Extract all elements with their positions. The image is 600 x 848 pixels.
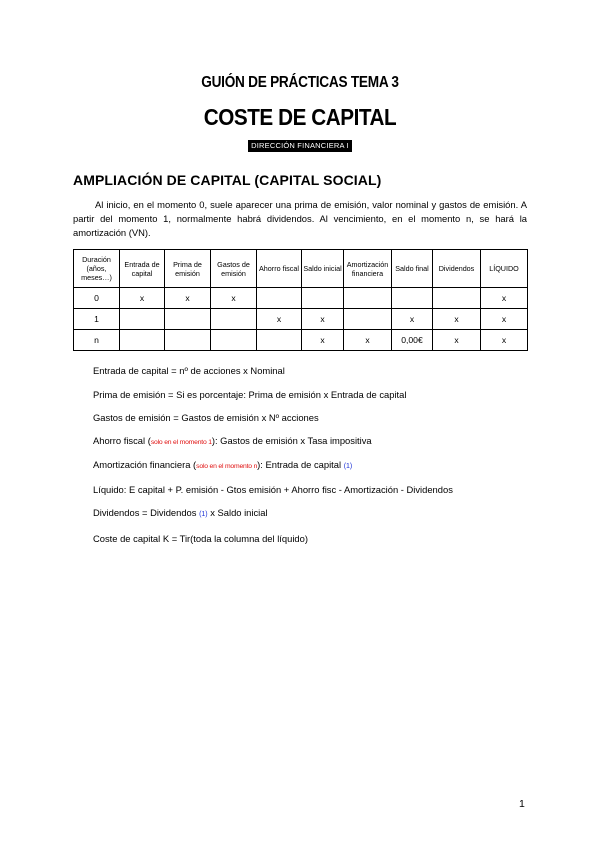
table-cell: n bbox=[74, 330, 120, 351]
table-row bbox=[74, 330, 528, 351]
table-cell bbox=[257, 288, 302, 309]
table-cell bbox=[344, 288, 392, 309]
table-cell: x bbox=[481, 330, 528, 351]
table-header-cell: Duración (años, meses…) bbox=[74, 250, 120, 288]
table-cell: 1 bbox=[74, 309, 120, 330]
reference-marker: (1) bbox=[199, 511, 208, 518]
table-cell: 0,00€ bbox=[392, 330, 433, 351]
formula-prima-emision: Prima de emisión = Si es porcentaje: Prima de emisión x Entrada de capital bbox=[93, 389, 407, 400]
document-subtitle: GUIÓN DE PRÁCTICAS TEMA 3 bbox=[201, 74, 399, 91]
formula-ahorro-fiscal: Ahorro fiscal (solo en el momento 1): Gastos de emisión x Tasa impositiva bbox=[93, 435, 372, 446]
table-cell: x bbox=[433, 330, 481, 351]
table-cell bbox=[302, 288, 344, 309]
document-title: COSTE DE CAPITAL bbox=[203, 104, 397, 130]
table-header-cell: LÍQUIDO bbox=[481, 250, 528, 288]
table-cell: x bbox=[433, 309, 481, 330]
table-header-cell: Entrada de capital bbox=[120, 250, 165, 288]
table-cell: x bbox=[257, 309, 302, 330]
note-momento-1: solo en el momento 1 bbox=[150, 439, 212, 446]
formula-dividendos: Dividendos = Dividendos (1) x Saldo inicial bbox=[93, 507, 268, 518]
table-cell: x bbox=[302, 309, 344, 330]
table-row bbox=[74, 309, 528, 330]
formula-liquido: Líquido: E capital + P. emisión - Gtos emisión + Ahorro fisc - Amortización - Dividendos bbox=[93, 484, 453, 495]
formula-gastos-emision: Gastos de emisión = Gastos de emisión x Nº acciones bbox=[93, 412, 319, 423]
table-cell bbox=[165, 309, 211, 330]
formula-entrada-capital: Entrada de capital = nº de acciones x Nominal bbox=[93, 365, 285, 376]
table-header-cell: Amortización financiera bbox=[344, 250, 392, 288]
table-cell bbox=[344, 309, 392, 330]
note-momento-n: solo en el momento n bbox=[196, 463, 258, 470]
table-header-cell: Ahorro fiscal bbox=[257, 250, 302, 288]
table-cell: x bbox=[120, 288, 165, 309]
formula-amortizacion: Amortización financiera (solo en el momento n): Entrada de capital (1) bbox=[93, 459, 353, 470]
table-cell bbox=[165, 330, 211, 351]
table-cell: x bbox=[344, 330, 392, 351]
cash-flow-table bbox=[73, 249, 528, 351]
table-cell bbox=[120, 309, 165, 330]
table-header-cell: Saldo inicial bbox=[302, 250, 344, 288]
table-cell bbox=[433, 288, 481, 309]
table-header-cell: Prima de emisión bbox=[165, 250, 211, 288]
formula-coste-capital: Coste de capital K = Tir(toda la columna del líquido) bbox=[93, 533, 308, 544]
table-cell: 0 bbox=[74, 288, 120, 309]
table-cell: x bbox=[302, 330, 344, 351]
department-label: DIRECCIÓN FINANCIERA I bbox=[248, 140, 352, 152]
table-cell bbox=[257, 330, 302, 351]
table-cell bbox=[211, 309, 257, 330]
table-cell: x bbox=[211, 288, 257, 309]
intro-paragraph: Al inicio, en el momento 0, suele aparecer una prima de emisión, valor nominal y gastos de emisión. A partir del momento 1, normalmente habrá dividendos. Al vencimiento, en el momento n, se hará la amortización (VN). bbox=[73, 199, 527, 238]
table-header-cell: Dividendos bbox=[433, 250, 481, 288]
table-cell: x bbox=[165, 288, 211, 309]
table-cell bbox=[392, 288, 433, 309]
table-cell bbox=[211, 330, 257, 351]
table-cell: x bbox=[481, 288, 528, 309]
table-header-cell: Gastos de emisión bbox=[211, 250, 257, 288]
section-title: AMPLIACIÓN DE CAPITAL (CAPITAL SOCIAL) bbox=[73, 172, 382, 188]
page-number: 1 bbox=[519, 798, 525, 810]
table-row bbox=[74, 288, 528, 309]
table-header-cell: Saldo final bbox=[392, 250, 433, 288]
table-header-row bbox=[74, 250, 528, 288]
table-cell: x bbox=[481, 309, 528, 330]
reference-marker: (1) bbox=[343, 463, 353, 470]
table-cell: x bbox=[392, 309, 433, 330]
table-cell bbox=[120, 330, 165, 351]
